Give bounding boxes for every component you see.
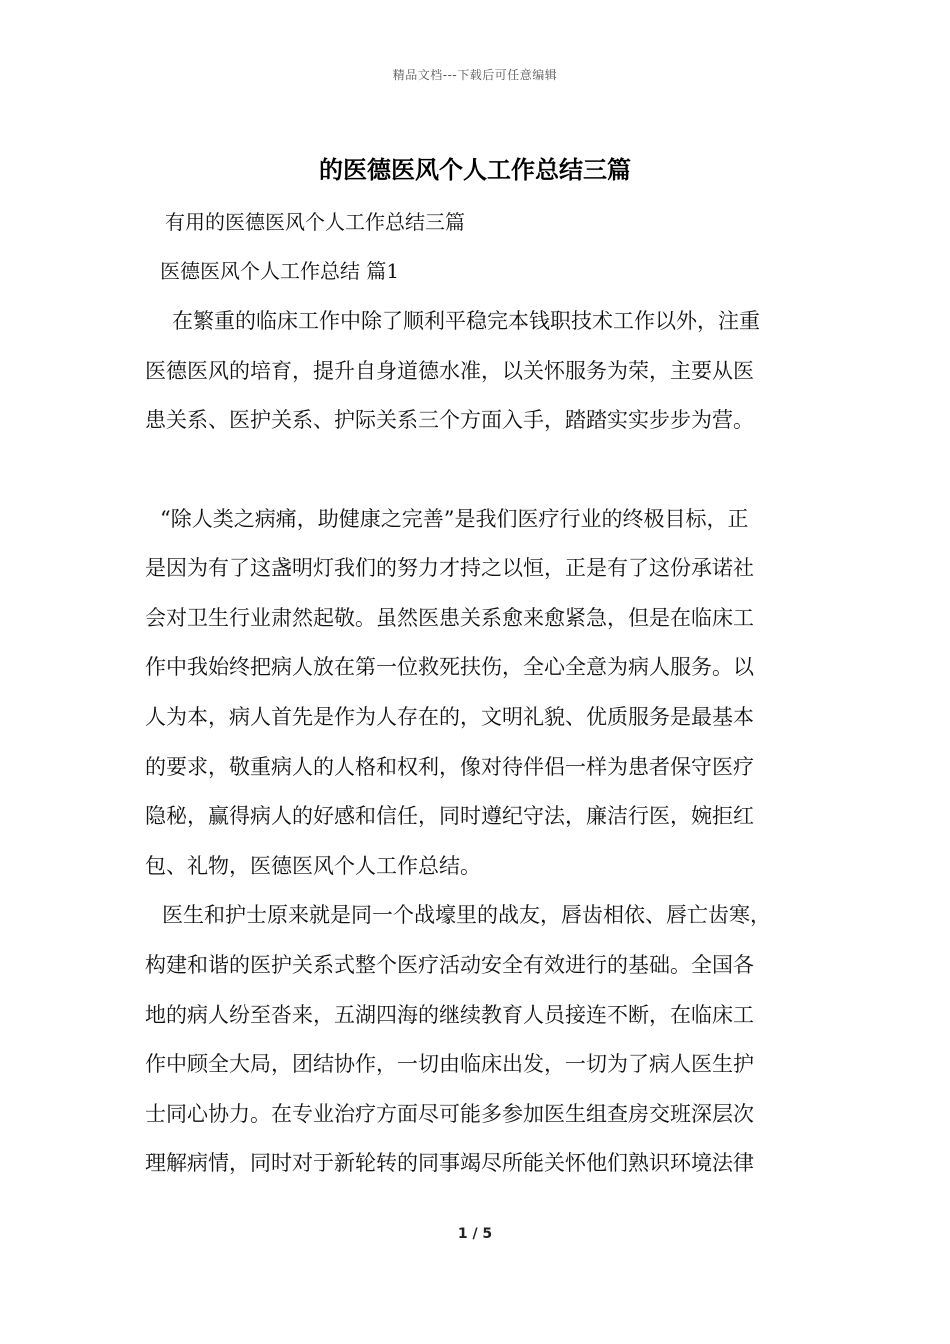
paragraph-line: 是因为有了这盏明灯我们的努力才持之以恒，正是有了这份承诺社 — [145, 556, 754, 580]
section-heading: 医德医风个人工作总结 篇1 — [160, 259, 400, 283]
header-note: 精品文档---下载后可任意编辑 — [392, 68, 558, 82]
paragraph-line: 隐秘，赢得病人的好感和信任，同时遵纪守法，廉洁行医，婉拒红 — [145, 804, 754, 828]
paragraph-line: 患关系、医护关系、护际关系三个方面入手，踏踏实实步步为营。 — [145, 408, 754, 432]
paragraph-line: 医生和护士原来就是同一个战壕里的战友，唇齿相依、唇亡齿寒， — [162, 903, 771, 927]
paragraph-line: 人为本，病人首先是作为人存在的，文明礼貌、优质服务是最基本 — [145, 705, 754, 729]
paragraph-line: 作中顾全大局，团结协作，一切由临床出发，一切为了病人医生护 — [145, 1052, 754, 1076]
paragraph-line: 作中我始终把病人放在第一位救死扶伤，全心全意为病人服务。以 — [145, 655, 754, 679]
paragraph-line: “除人类之病痛，助健康之完善”是我们医疗行业的终极目标，正 — [160, 507, 749, 531]
paragraph-line: 地的病人纷至沓来，五湖四海的继续教育人员接连不断，在临床工 — [145, 1003, 754, 1027]
paragraph-line: 医德医风的培育，提升自身道德水准，以关怀服务为荣，主要从医 — [145, 359, 754, 383]
page-number: 1 / 5 — [457, 1226, 493, 1242]
paragraph-line: 在繁重的临床工作中除了顺利平稳完本钱职技术工作以外，注重 — [172, 309, 760, 333]
paragraph-line: 构建和谐的医护关系式整个医疗活动安全有效进行的基础。全国各 — [145, 953, 754, 977]
document-title: 的医德医风个人工作总结三篇 — [319, 155, 631, 184]
paragraph-line: 会对卫生行业肃然起敬。虽然医患关系愈来愈紧急，但是在临床工 — [145, 606, 754, 630]
subtitle: 有用的医德医风个人工作总结三篇 — [165, 210, 465, 234]
paragraph-line: 包、礼物，医德医风个人工作总结。 — [145, 854, 481, 878]
paragraph-line: 理解病情，同时对于新轮转的同事竭尽所能关怀他们熟识环境法律 — [145, 1151, 754, 1175]
paragraph-line: 的要求，敬重病人的人格和权利，像对待伴侣一样为患者保守医疗 — [145, 755, 754, 779]
paragraph-line: 士同心协力。在专业治疗方面尽可能多参加医生组查房交班深层次 — [145, 1102, 754, 1126]
